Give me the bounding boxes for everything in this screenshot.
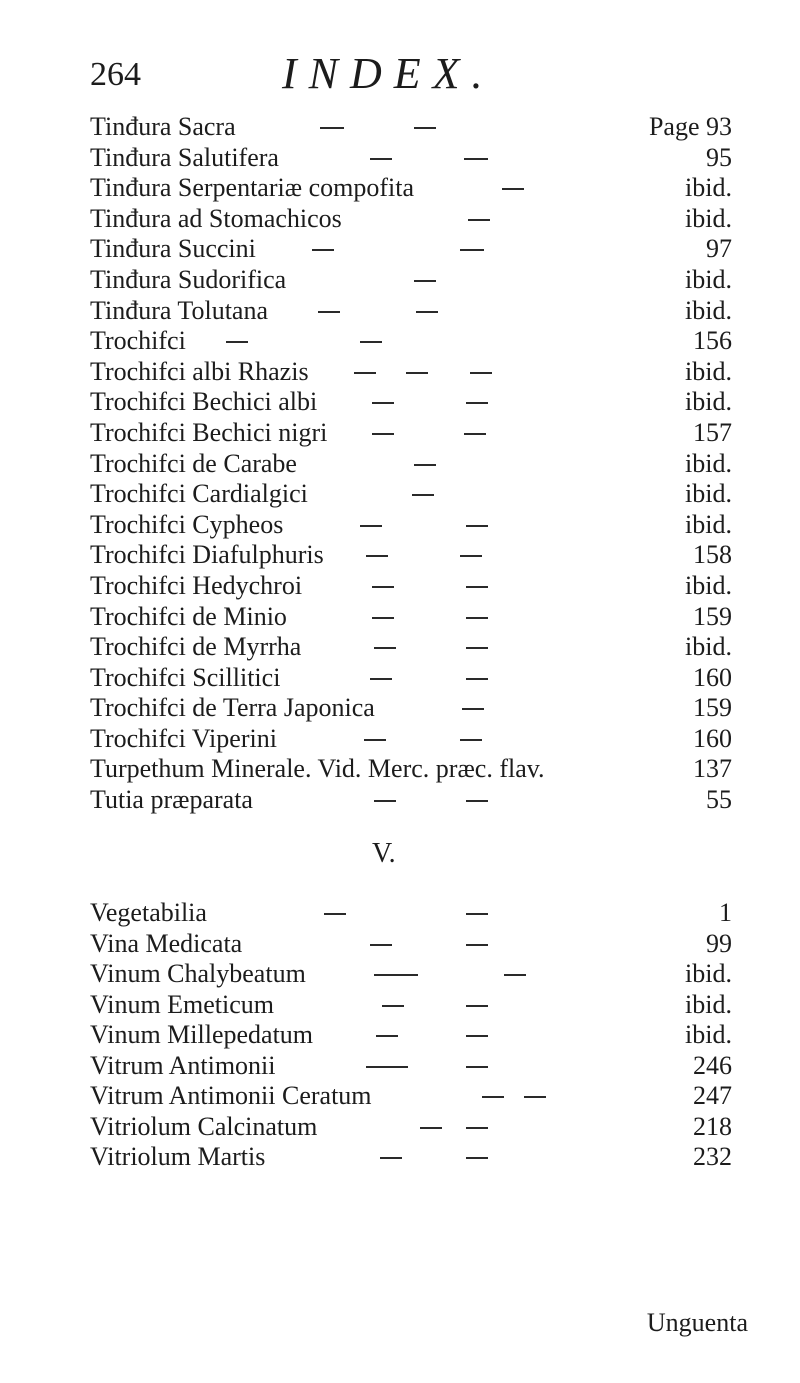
- entry-ref: ibid.: [685, 1020, 732, 1049]
- entry-name: Vinum Emeticum: [90, 989, 275, 1019]
- leader-dash: [466, 402, 488, 404]
- leader-dash: [318, 311, 340, 313]
- index-entry: [90, 571, 760, 602]
- entry-ref: 156: [693, 326, 732, 356]
- entry-ref: ibid.: [685, 356, 732, 386]
- index-entry: [90, 357, 760, 388]
- page-label: Page 93: [648, 112, 732, 141]
- entry-ref: 137: [693, 754, 732, 784]
- entry-ref: ibid.: [685, 570, 732, 600]
- leader-dash: [226, 341, 248, 343]
- entry-name: Vitriolum Martis: [90, 1142, 266, 1171]
- index-entry: [90, 540, 760, 571]
- leader-dash: [372, 402, 394, 404]
- index-entry: [90, 693, 760, 724]
- leader-dash: [366, 555, 388, 557]
- entry-name: Trochifci de Carabe: [90, 448, 297, 478]
- leader-dash: [414, 280, 436, 282]
- index-entry: [90, 173, 760, 204]
- entry-ref: 158: [693, 540, 732, 570]
- index-entry: [90, 929, 760, 960]
- leader-dash: [466, 944, 488, 946]
- entry-name: Tinđura Tolutana: [90, 295, 269, 325]
- section-letter: V.: [372, 838, 396, 869]
- leader-dash: [374, 974, 418, 976]
- entry-ref: 1: [719, 898, 732, 927]
- leader-dash: [366, 1066, 408, 1068]
- index-entry: [90, 754, 760, 785]
- leader-dash: [412, 494, 434, 496]
- running-title: INDEX.: [282, 49, 495, 98]
- entry-ref: 159: [693, 601, 732, 631]
- entry-ref: 159: [693, 693, 732, 723]
- index-entry: [90, 602, 760, 633]
- entry-ref: ibid.: [685, 959, 732, 988]
- index-entry: [90, 387, 760, 418]
- leader-dash: [320, 127, 344, 129]
- index-entry: [90, 632, 760, 663]
- entry-name: Vinum Chalybeatum: [90, 959, 306, 988]
- entry-name: Trochifci Bechici nigri: [90, 417, 328, 447]
- index-entry: [90, 1020, 760, 1051]
- leader-dash: [466, 1127, 488, 1129]
- entry-name: Tinđura Succini: [90, 234, 256, 264]
- index-section-v: [90, 898, 760, 1173]
- index-entry: [90, 510, 760, 541]
- leader-dash: [360, 341, 382, 343]
- leader-dash: [372, 586, 394, 588]
- index-entry: [90, 265, 760, 296]
- leader-dash: [466, 1157, 488, 1159]
- index-entry: [90, 1051, 760, 1082]
- index-entry: [90, 326, 760, 357]
- entry-name: Vitriolum Calcinatum: [90, 1111, 318, 1141]
- index-entry: [90, 1112, 760, 1143]
- leader-dash: [466, 1005, 488, 1007]
- index-entry: [90, 663, 760, 694]
- leader-dash: [502, 188, 524, 190]
- catchword: Unguenta: [646, 1308, 748, 1337]
- entry-ref: ibid.: [685, 387, 732, 417]
- entry-ref: ibid.: [685, 989, 732, 1019]
- entry-ref: 247: [693, 1081, 732, 1110]
- leader-dash: [466, 913, 488, 915]
- index-entry: [90, 724, 760, 755]
- index-entry: [90, 296, 760, 327]
- entry-name: Vitrum Antimonii: [90, 1050, 276, 1080]
- leader-dash: [370, 158, 392, 160]
- leader-dash: [354, 372, 376, 374]
- entry-name: Trochifci Bechici albi: [90, 387, 318, 417]
- entry-name: Trochifci de Myrrha: [90, 632, 302, 662]
- entry-ref: 95: [706, 142, 732, 172]
- entry-name: Tinđura Sudorifica: [90, 264, 287, 294]
- leader-dash: [420, 1127, 442, 1129]
- leader-dash: [482, 1096, 504, 1098]
- index-entry: [90, 234, 760, 265]
- leader-dash: [372, 617, 394, 619]
- leader-dash: [406, 372, 428, 374]
- entry-name: Vinum Millepedatum: [90, 1020, 314, 1049]
- index-entry: [90, 143, 760, 174]
- entry-name: Vegetabilia: [90, 898, 207, 927]
- leader-dash: [460, 739, 482, 741]
- entry-ref: ibid.: [685, 479, 732, 509]
- leader-dash: [466, 1035, 488, 1037]
- index-entry: [90, 1081, 760, 1112]
- leader-dash: [524, 1096, 546, 1098]
- entry-name: Trochifci Diafulphuris: [90, 540, 324, 570]
- entry-name: Trochifci Hedychroi: [90, 570, 303, 600]
- leader-dash: [504, 974, 526, 976]
- leader-dash: [464, 433, 486, 435]
- leader-dash: [460, 249, 484, 251]
- leader-dash: [466, 647, 488, 649]
- leader-dash: [364, 739, 386, 741]
- leader-dash: [360, 525, 382, 527]
- entry-name: Tinđura ad Stomachicos: [90, 203, 342, 233]
- index-entry: [90, 898, 760, 929]
- leader-dash: [380, 1157, 402, 1159]
- entry-name: Trochifci de Minio: [90, 601, 287, 631]
- entry-name: Trochifci Cypheos: [90, 509, 284, 539]
- entry-ref: ibid.: [685, 264, 732, 294]
- index-entry: [90, 479, 760, 510]
- entry-name: Trochifci de Terra Japonica: [90, 693, 375, 723]
- entry-name: Vitrum Antimonii Ceratum: [90, 1081, 372, 1110]
- entry-name: Trochifci Cardialgici: [90, 479, 308, 509]
- entry-name: Turpethum Minerale. Vid. Merc. præc. flav.: [90, 754, 545, 784]
- entry-ref: 218: [693, 1111, 732, 1141]
- entry-name: Tinđura Sacra: [90, 112, 236, 141]
- index-entry: [90, 204, 760, 235]
- entry-name: Trochifci: [90, 326, 186, 356]
- entry-name: Tutia præparata: [90, 785, 253, 815]
- entry-ref: 157: [693, 417, 732, 447]
- leader-dash: [416, 311, 438, 313]
- entry-ref: 232: [693, 1142, 732, 1171]
- entry-ref: ibid.: [685, 632, 732, 662]
- entry-name: Vina Medicata: [90, 928, 243, 958]
- leader-dash: [376, 1035, 398, 1037]
- entry-ref: 99: [706, 928, 732, 958]
- leader-dash: [382, 1005, 404, 1007]
- index-entry: [90, 990, 760, 1021]
- entry-ref: ibid.: [685, 448, 732, 478]
- leader-dash: [374, 647, 396, 649]
- entry-name: Tinđura Salutifera: [90, 142, 279, 172]
- entry-ref: ibid.: [685, 203, 732, 233]
- leader-dash: [324, 913, 346, 915]
- entry-ref: ibid.: [685, 173, 732, 203]
- index-entry: [90, 449, 760, 480]
- entry-ref: 97: [706, 234, 732, 264]
- entry-ref: 160: [693, 662, 732, 692]
- leader-dash: [414, 127, 436, 129]
- index-entry: [90, 1142, 760, 1173]
- entry-ref: ibid.: [685, 509, 732, 539]
- leader-dash: [466, 525, 488, 527]
- leader-dash: [466, 617, 488, 619]
- index-entry: [90, 112, 760, 143]
- leader-dash: [464, 158, 488, 160]
- entry-ref: 160: [693, 723, 732, 753]
- index-entry: [90, 418, 760, 449]
- leader-dash: [466, 678, 488, 680]
- entry-name: Trochifci albi Rhazis: [90, 356, 309, 386]
- index-section-t: [90, 112, 760, 816]
- index-entry: [90, 959, 760, 990]
- leader-dash: [370, 678, 392, 680]
- entry-name: Tinđura Serpentariæ compofita: [90, 173, 414, 203]
- leader-dash: [470, 372, 492, 374]
- entry-name: Trochifci Viperini: [90, 723, 277, 753]
- leader-dash: [372, 433, 394, 435]
- leader-dash: [460, 555, 482, 557]
- entry-ref: ibid.: [685, 295, 732, 325]
- leader-dash: [414, 464, 436, 466]
- leader-dash: [374, 800, 396, 802]
- leader-dash: [466, 586, 488, 588]
- leader-dash: [370, 944, 392, 946]
- entry-name: Trochifci Scillitici: [90, 662, 281, 692]
- leader-dash: [462, 708, 484, 710]
- page-header: [0, 48, 800, 104]
- leader-dash: [466, 800, 488, 802]
- page-number: 264: [90, 56, 141, 93]
- leader-dash: [468, 219, 490, 221]
- leader-dash: [312, 249, 334, 251]
- entry-ref: 246: [693, 1050, 732, 1080]
- entry-ref: 55: [706, 785, 732, 815]
- leader-dash: [466, 1066, 488, 1068]
- index-entry: [90, 785, 760, 816]
